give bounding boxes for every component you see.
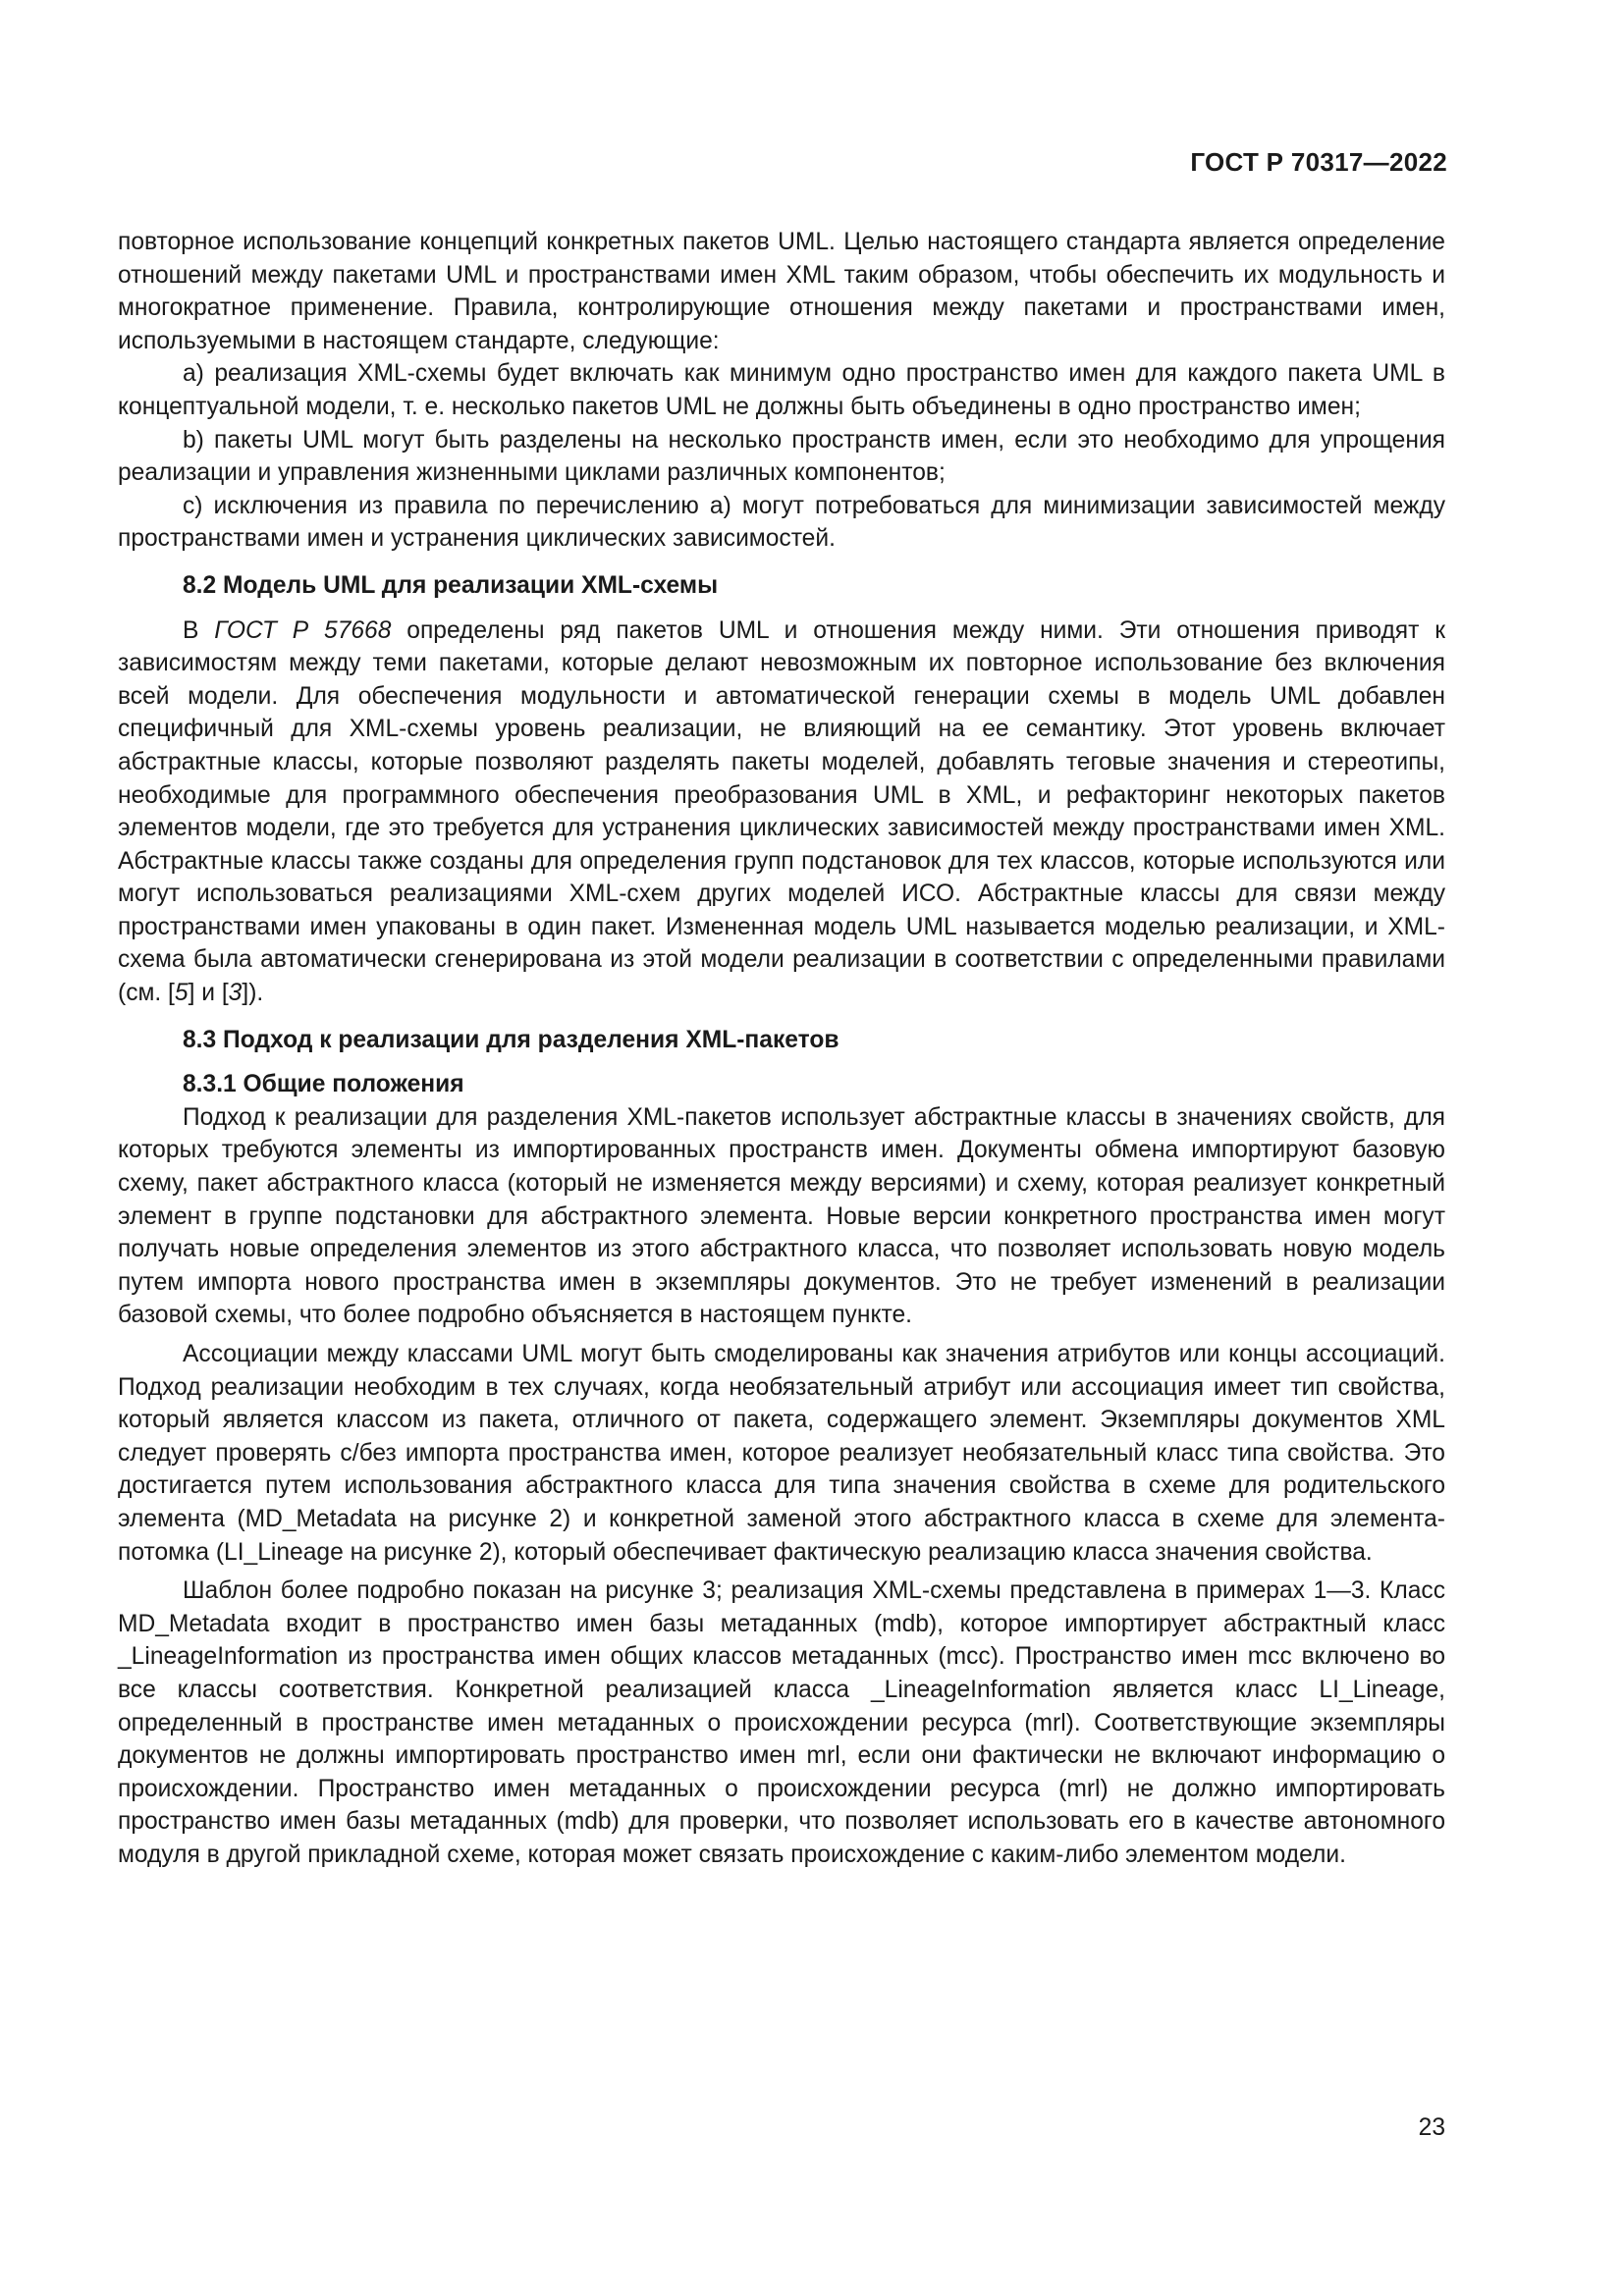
section-8-2-lead: В	[183, 616, 215, 644]
document-body	[118, 226, 1445, 1872]
section-8-3-1-paragraph-2: Ассоциации между классами UML могут быть смоделированы как значения атрибутов или концы ассоциаций. Подход реализации необходим в тех случаях, когда необязательный атрибут или ассоциация имеет тип свойства, который является классом из пакета, отличного от пакета, содержащего элемент. Экземпляры документов XML следует проверять с/без импорта пространства имен, которое реализует необязательный класс типа свойства. Это достигается путем использования абстрактного класса для типа значения свойства в схеме для родительского элемента (MD_Metadata на рисунке 2) и конкретной заменой этого абстрактного класса в схеме для элемента-потомка (LI_Lineage на рисунке 2), который обеспечивает фактическую реализацию класса значения свойства.	[118, 1341, 1445, 1566]
list-item-a: a) реализация XML-схемы будет включать как минимум одно пространство имен для каждого пакета UML в концептуальной модели, т. е. несколько пакетов UML не должны быть объединены в одно пространство имен;	[118, 360, 1445, 420]
bibliography-ref-5: 5	[174, 980, 189, 1007]
section-8-3-1-heading: 8.3.1 Общие положения	[183, 1071, 464, 1098]
gost-reference: ГОСТ Р 57668	[214, 616, 392, 644]
page-number: 23	[1418, 2114, 1445, 2141]
section-8-2-heading: 8.2 Модель UML для реализации XML-схемы	[183, 571, 719, 599]
section-8-3-1-paragraph-1: Подход к реализации для разделения XML-пакетов использует абстрактные классы в значениях свойств, для которых требуются элементы из импортированных пространств имен. Документы обмена импортируют базовую схему, пакет абстрактного класса (который не изменяется между версиями) и схему, которая реализует конкретный элемент в группе подстановки для абстрактного элемента. Новые версии конкретного пространства имен могут получать новые определения элементов из этого абстрактного класса, что позволяет использовать новую модель путем импорта нового пространства имен в экземпляры документов. Это не требует изменений в реализации базовой схемы, что более подробно объясняется в настоящем пункте.	[118, 1103, 1445, 1329]
list-item-b: b) пакеты UML могут быть разделены на несколько пространств имен, если это необходимо для упрощения реализации и управления жизненными циклами различных компонентов;	[118, 426, 1445, 487]
section-8-2-text-2: ] и [	[188, 980, 229, 1007]
intro-paragraph: повторное использование концепций конкретных пакетов UML. Целью настоящего стандарта является определение отношений между пакетами UML и пространствами имен XML таким образом, чтобы обеспечить их модульность и многократное применение. Правила, контролирующие отношения между пакетами и пространствами имен, используемыми в настоящем стандарте, следующие:	[118, 229, 1445, 354]
section-8-2-paragraph	[118, 614, 1445, 1010]
section-8-3-1-paragraph-3: Шаблон более подробно показан на рисунке 3; реализация XML-схемы представлена в примерах 1—3. Класс MD_Metadata входит в пространство имен базы метаданных (mdb), которое импортирует абстрактный класс _LineageInformation из пространства имен общих классов метаданных (mcc). Пространство имен mcc включено во все классы соответствия. Конкретной реализацией класса _LineageInformation является класс LI_Lineage, определенный в пространстве имен метаданных о происхождении ресурса (mrl). Соответствующие экземпляры документов не должны импортировать пространство имен mrl, если они фактически не включают информацию о происхождении. Пространство имен метаданных о происхождении ресурса (mrl) не должно импортировать пространство имен базы метаданных (mdb) для проверки, что позволяет использовать его в качестве автономного модуля в другой прикладной схеме, которая может связать происхождение с каким-либо элементом модели.	[118, 1577, 1445, 1868]
document-id-header: ГОСТ Р 70317—2022	[1190, 147, 1447, 177]
list-item-c: c) исключения из правила по перечислению a) могут потребоваться для минимизации зависимостей между пространствами имен и устранения циклических зависимостей.	[118, 492, 1445, 553]
section-8-3-heading: 8.3 Подход к реализации для разделения XML-пакетов	[183, 1026, 839, 1053]
section-8-2-text-1: определены ряд пакетов UML и отношения между ними. Эти отношения приводят к зависимостям между теми пакетами, которые делают невозможным их повторное использование без включения всей модели. Для обеспечения модульности и автоматической генерации схемы в модель UML добавлен специфичный для XML-схемы уровень реализации, не влияющий на ее семантику. Этот уровень включает абстрактные классы, которые позволяют разделять пакеты моделей, добавлять теговые значения и стереотипы, необходимые для программного обеспечения преобразования UML в XML, и рефакторинг некоторых пакетов элементов модели, где это требуется для устранения циклических зависимостей между пространствами имен XML. Абстрактные классы также созданы для определения групп подстановок для тех классов, которые используются или могут использоваться реализациями XML-схем других моделей ИСО. Абстрактные классы для связи между пространствами имен упакованы в один пакет. Измененная модель UML называется моделью реализации, и XML-схема была автоматически сгенерирована из этой модели реализации в соответствии с определенными правилами (см. [	[118, 616, 1445, 1007]
bibliography-ref-3: 3	[228, 980, 243, 1007]
section-8-2-text-3: ]).	[242, 980, 264, 1007]
